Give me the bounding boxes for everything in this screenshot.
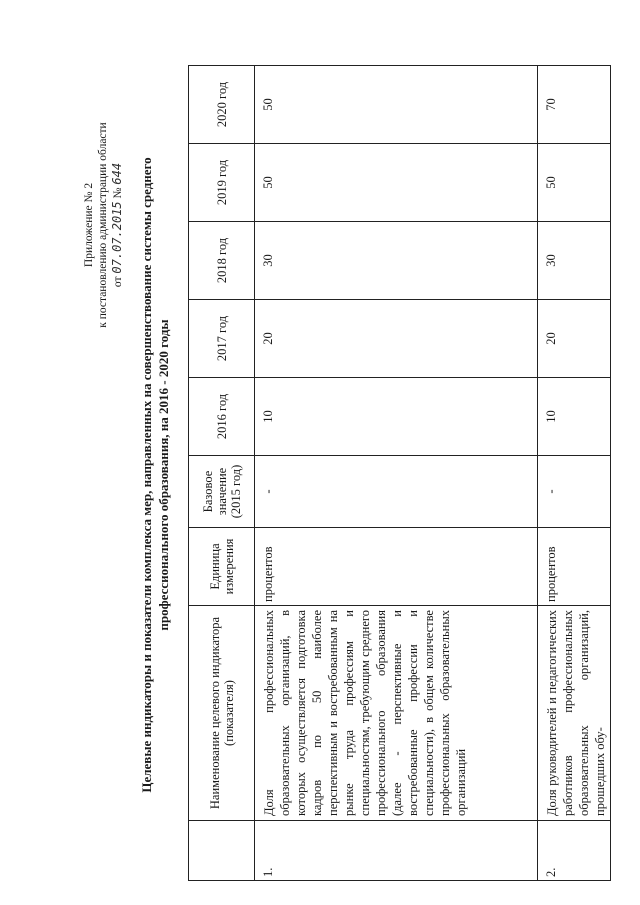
header-2017: 2017 год <box>189 300 255 378</box>
indicator-name: Доля профессиональных образовательных организаций, в которых осуществляется подготовка кадров по 50 наиболее перспективным и востребованным на рынке труда профессиям и специальностям, требующим среднего профессионального образования (далее - перспективные и востребованные профессии и специальности), в общем количестве профессиональных образовательных организаций <box>255 606 538 821</box>
header-unit: Единица измерения <box>189 528 255 606</box>
value-2017: 20 <box>255 300 538 378</box>
row-index: 2. <box>538 821 611 881</box>
value-2019: 50 <box>538 144 611 222</box>
value-2018: 30 <box>255 222 538 300</box>
indicator-name: Доля руководителей и педагогических работников профессиональных образовательных организаций, прошедших обу- <box>538 606 611 821</box>
number-sign: № <box>112 187 124 199</box>
header-2019: 2019 год <box>189 144 255 222</box>
value-2016: 10 <box>538 378 611 456</box>
handwritten-date: 07.07.2015 <box>110 201 124 274</box>
table-row <box>538 66 611 881</box>
row-index: 1. <box>255 821 538 881</box>
value-2018: 30 <box>538 222 611 300</box>
header-index <box>189 821 255 881</box>
header-name: Наименование целевого индикатора (показателя) <box>189 606 255 821</box>
appendix-title: Приложение № 2 <box>83 182 95 268</box>
appendix-header <box>82 105 125 345</box>
base-value: - <box>255 456 538 528</box>
appendix-reference: к постановлению администрации области <box>97 122 109 328</box>
value-2020: 50 <box>255 66 538 144</box>
title-line-1: Целевые индикаторы и показатели комплекса мер, направленных на совершенствование системы среднего <box>139 157 154 793</box>
indicator-unit: процентов <box>255 528 538 606</box>
table-header-row <box>189 66 255 881</box>
document-title <box>138 65 172 885</box>
value-2020: 70 <box>538 66 611 144</box>
table-row <box>255 66 538 881</box>
indicators-table <box>188 65 611 881</box>
handwritten-number: 644 <box>110 162 124 185</box>
value-2019: 50 <box>255 144 538 222</box>
base-value: - <box>538 456 611 528</box>
header-2020: 2020 год <box>189 66 255 144</box>
appendix-date-line <box>110 105 125 345</box>
header-2018: 2018 год <box>189 222 255 300</box>
value-2017: 20 <box>538 300 611 378</box>
value-2016: 10 <box>255 378 538 456</box>
title-line-2: профессионального образования, на 2016 - 2020 годы <box>156 319 171 631</box>
date-prefix: от <box>112 276 124 288</box>
header-base: Базовое значение (2015 год) <box>189 456 255 528</box>
header-2016: 2016 год <box>189 378 255 456</box>
indicator-unit: процентов <box>538 528 611 606</box>
